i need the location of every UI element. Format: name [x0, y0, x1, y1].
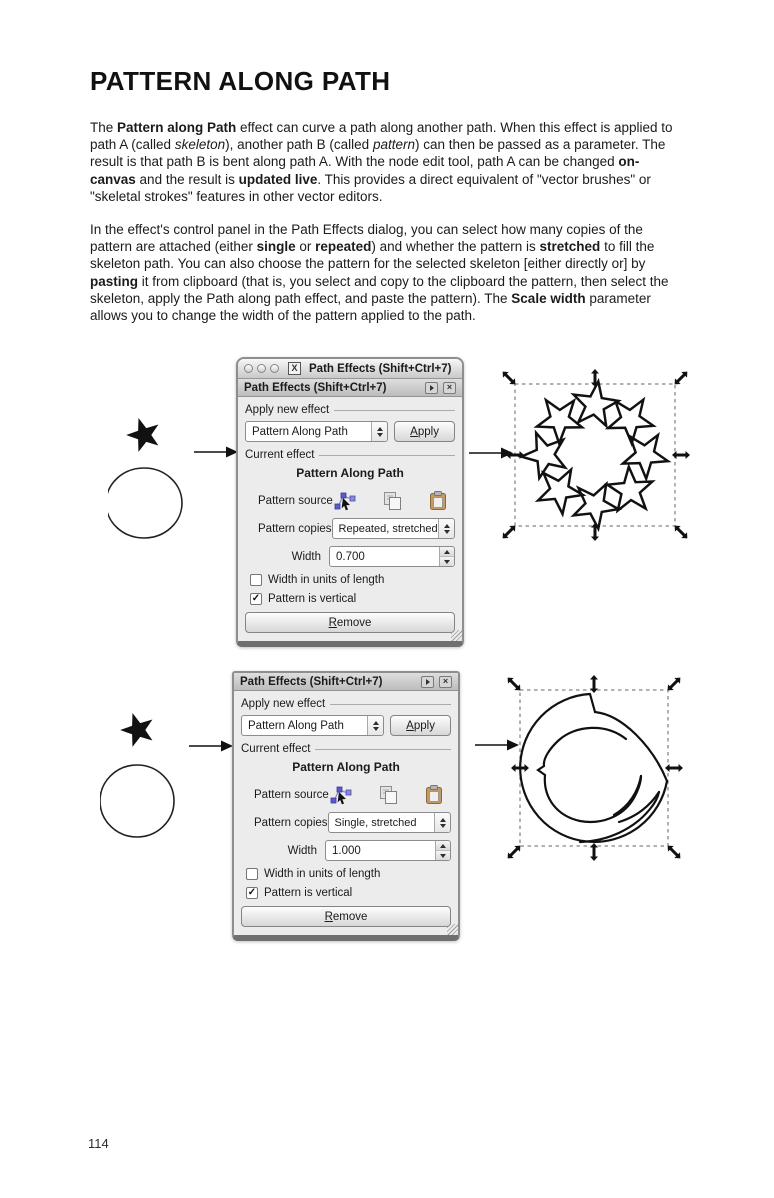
node-editor-icon[interactable]	[329, 784, 353, 805]
remove-button[interactable]: Remove	[241, 906, 451, 927]
figure1-result-canvas	[492, 362, 698, 548]
skeleton-ellipse-shape	[100, 765, 174, 837]
width-label: Width	[291, 550, 321, 563]
flow-arrow	[188, 738, 236, 754]
pattern-star-shape	[116, 708, 158, 749]
pattern-source-label: Pattern source	[258, 494, 333, 507]
width-spinbox[interactable]	[329, 546, 455, 567]
pattern-source-label: Pattern source	[254, 788, 329, 801]
pattern-copies-value: Repeated, stretched	[338, 522, 438, 535]
figure2-source-shapes	[100, 702, 180, 847]
current-effect-name: Pattern Along Path	[296, 466, 404, 480]
apply-new-effect-label: Apply new effect	[241, 698, 451, 710]
page-number: 114	[88, 1136, 109, 1151]
traffic-light-button[interactable]	[244, 364, 253, 373]
apply-new-effect-label: Apply new effect	[245, 404, 455, 416]
updown-arrows-icon	[367, 716, 383, 735]
copy-icon[interactable]	[378, 784, 399, 805]
effect-dropdown-value: Pattern Along Path	[248, 719, 344, 732]
selection-bounding-box	[515, 384, 675, 526]
current-effect-label: Current effect	[241, 743, 451, 755]
panel-description-paragraph: In the effect's control panel in the Path Effects dialog, you can select how many copies of the pattern are attached (either single or repeated) and whether the pattern is stretched to fill the skeleton path. You can also choose the pattern for the selected skeleton [either directly or] by pasting it from clipboard (that is, you select and copy to the clipboard the pattern, then select the skeleton, apply the Path along path effect, and paste the pattern). The Scale width parameter allows you to change the width of the pattern applied to the path.	[90, 222, 669, 324]
pattern-copies-value: Single, stretched	[334, 816, 417, 829]
detach-arrow-icon	[426, 679, 430, 685]
paste-clipboard-icon[interactable]	[424, 784, 445, 805]
resize-grip[interactable]	[451, 630, 462, 641]
updown-arrows-icon	[434, 813, 450, 832]
pattern-vertical-checkbox[interactable]: ✓	[251, 593, 261, 604]
pattern-copies-label: Pattern copies	[258, 522, 332, 535]
intro-paragraph: The Pattern along Path effect can curve a path along another path. When this effect is applied to path A (called skeleton), another path B (called pattern) can then be passed as a parameter. The result is that path B is bent along path A. With the node edit tool, path A can be changed on-canvas and the result is updated live. This provides a direct equivalent of "vector brushes" or "skeletal strokes" features in other vector editors.	[90, 120, 673, 204]
apply-button[interactable]: Apply	[390, 715, 451, 736]
panel-title: Path Effects (Shift+Ctrl+7)	[244, 381, 387, 394]
spin-down-icon[interactable]	[436, 851, 450, 860]
updown-arrows-icon	[371, 422, 387, 441]
updown-arrows-icon	[438, 519, 454, 538]
resize-grip[interactable]	[447, 924, 458, 935]
width-value: 1.000	[332, 844, 361, 857]
stars-along-circle-result	[520, 378, 674, 531]
width-units-checkbox-label: Width in units of length	[268, 574, 385, 586]
traffic-light-button[interactable]	[270, 364, 279, 373]
star-stretched-along-circle-result	[520, 694, 667, 842]
node-editor-icon[interactable]	[333, 490, 357, 511]
width-units-checkbox[interactable]	[250, 574, 262, 586]
path-effects-window	[232, 671, 460, 941]
effect-dropdown[interactable]	[245, 421, 388, 442]
pattern-copies-label: Pattern copies	[254, 816, 328, 829]
close-button[interactable]: ×	[443, 382, 456, 394]
traffic-light-button[interactable]	[257, 364, 266, 373]
path-effects-window	[236, 357, 464, 647]
effect-dropdown[interactable]	[241, 715, 384, 736]
selection-scale-handle[interactable]	[505, 675, 683, 861]
width-units-checkbox-label: Width in units of length	[264, 868, 381, 880]
width-spinbox[interactable]	[325, 840, 451, 861]
flow-arrow	[193, 444, 241, 460]
pattern-star-shape	[122, 413, 164, 454]
panel-title: Path Effects (Shift+Ctrl+7)	[240, 675, 383, 688]
skeleton-ellipse-shape	[108, 468, 182, 538]
figure1-source-shapes	[108, 405, 188, 550]
current-effect-label: Current effect	[245, 449, 455, 461]
panel-header	[238, 379, 462, 397]
spin-up-icon[interactable]	[440, 547, 454, 557]
pattern-vertical-checkbox-label: Pattern is vertical	[264, 887, 353, 899]
apply-button[interactable]: Apply	[394, 421, 455, 442]
effect-dropdown-value: Pattern Along Path	[252, 425, 348, 438]
x-window-icon: X	[288, 362, 301, 375]
detach-button[interactable]	[421, 676, 434, 688]
window-title: Path Effects (Shift+Ctrl+7)	[309, 362, 452, 375]
spin-up-icon[interactable]	[436, 841, 450, 851]
remove-button[interactable]: Remove	[245, 612, 455, 633]
pattern-vertical-checkbox[interactable]: ✓	[247, 887, 257, 898]
width-value: 0.700	[336, 550, 365, 563]
paste-clipboard-icon[interactable]	[428, 490, 449, 511]
page-title: PATTERN ALONG PATH	[90, 66, 391, 96]
width-units-checkbox[interactable]	[246, 868, 258, 880]
spin-down-icon[interactable]	[440, 557, 454, 566]
figure2-result-canvas	[488, 655, 694, 867]
pattern-vertical-checkbox-label: Pattern is vertical	[268, 593, 357, 605]
width-label: Width	[287, 844, 317, 857]
detach-arrow-icon	[430, 385, 434, 391]
close-button[interactable]: ×	[439, 676, 452, 688]
pattern-copies-dropdown[interactable]	[328, 812, 451, 833]
panel-header	[234, 673, 458, 691]
window-titlebar[interactable]	[238, 359, 462, 379]
copy-icon[interactable]	[382, 490, 403, 511]
selection-scale-handle[interactable]	[500, 369, 690, 541]
detach-button[interactable]	[425, 382, 438, 394]
pattern-copies-dropdown[interactable]	[332, 518, 455, 539]
current-effect-name: Pattern Along Path	[292, 760, 400, 774]
